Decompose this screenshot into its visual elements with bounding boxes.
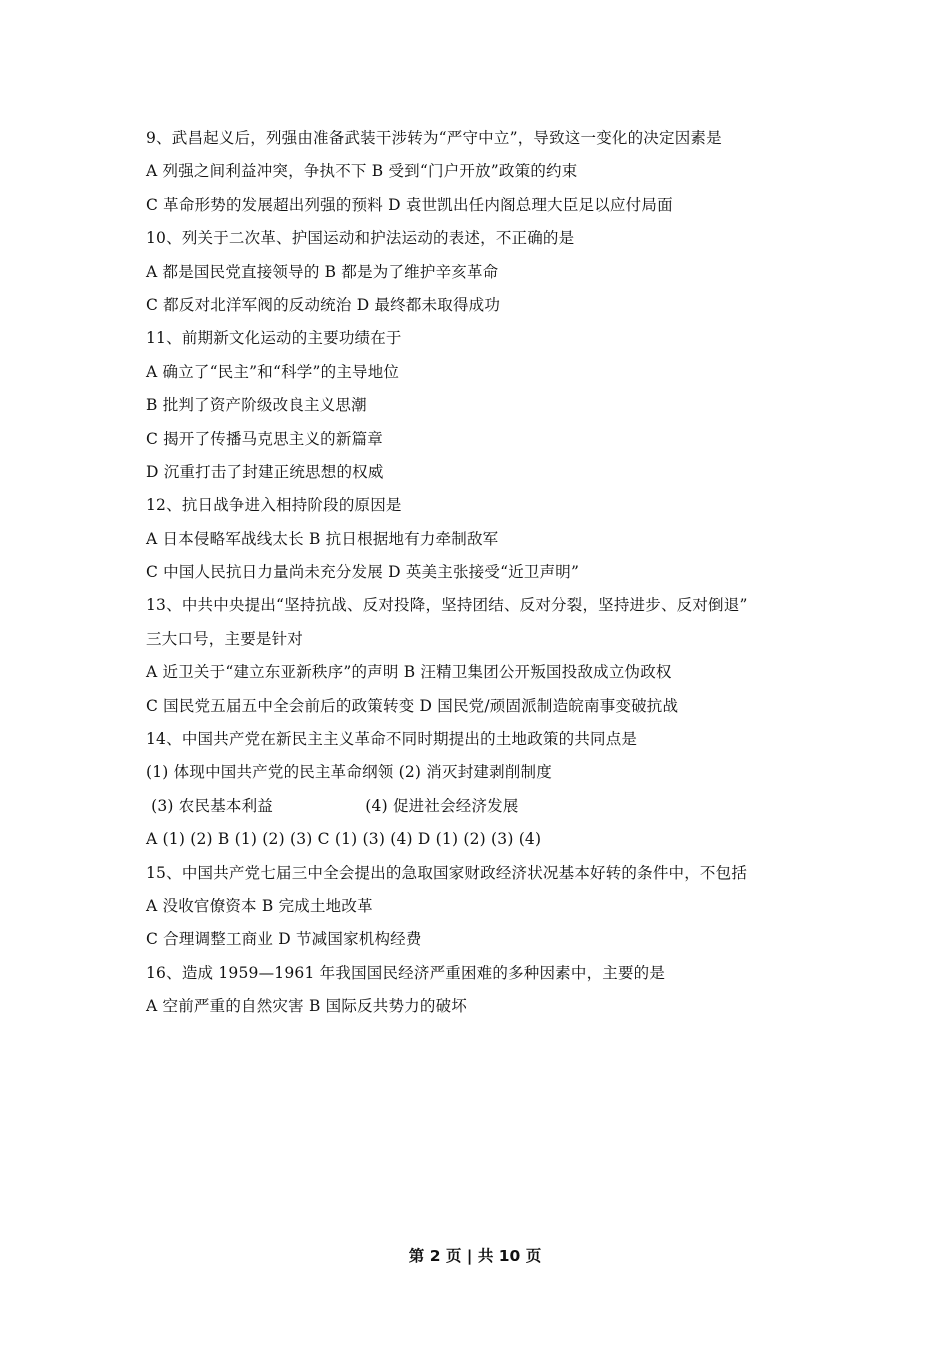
- question-9: 9、武昌起义后，列强由准备武装干涉转为“严守中立”，导致这一变化的决定因素是: [146, 129, 722, 147]
- question-16-options-ab: A 空前严重的自然灾害 B 国际反共势力的破坏: [146, 997, 467, 1016]
- question-11-option-b: B 批判了资产阶级改良主义思潮: [146, 396, 367, 415]
- question-9-options-cd: C 革命形势的发展超出列强的预料 D 袁世凯出任内阁总理大臣足以应付局面: [146, 195, 673, 214]
- question-10: 10、列关于二次革、护国运动和护法运动的表述，不正确的是: [146, 229, 575, 248]
- question-11-option-d: D 沉重打击了封建正统思想的权威: [146, 462, 384, 481]
- question-13: 13、中共中央提出“坚持抗战、反对投降，坚持团结、反对分裂，坚持进步、反对倒退”: [146, 596, 748, 615]
- question-14-statements-3-4: (3) 农民基本利益 (4) 促进社会经济发展: [146, 796, 519, 815]
- question-10-options-ab: A 都是国民党直接领导的 B 都是为了维护辛亥革命: [146, 262, 499, 281]
- question-10-options-cd: C 都反对北洋军阀的反动统治 D 最终都未取得成功: [146, 295, 501, 314]
- question-12-options-cd: C 中国人民抗日力量尚未充分发展 D 英美主张接受“近卫声明”: [146, 563, 580, 582]
- question-13-options-ab: A 近卫关于“建立东亚新秩序”的声明 B 汪精卫集团公开叛国投敌成立伪政权: [146, 663, 672, 682]
- question-12: 12、抗日战争进入相持阶段的原因是: [146, 496, 402, 515]
- question-text-block: [146, 122, 826, 1024]
- question-14: 14、中国共产党在新民主主义革命不同时期提出的土地政策的共同点是: [146, 730, 638, 749]
- question-15-options-ab: A 没收官僚资本 B 完成土地改革: [146, 896, 373, 915]
- question-14-statements-1-2: (1) 体现中国共产党的民主革命纲领 (2) 消灭封建剥削制度: [146, 763, 552, 782]
- question-11: 11、前期新文化运动的主要功绩在于: [146, 329, 402, 348]
- question-13-continued: 三大口号，主要是针对: [146, 629, 304, 648]
- question-15: 15、中国共产党七届三中全会提出的急取国家财政经济状况基本好转的条件中，不包括: [146, 863, 748, 882]
- question-15-options-cd: C 合理调整工商业 D 节减国家机构经费: [146, 930, 422, 949]
- page-footer: 第 2 页 | 共 10 页: [408, 1247, 542, 1265]
- question-16: 16、造成 1959—1961 年我国国民经济严重困难的多种因素中，主要的是: [146, 963, 666, 982]
- question-12-options-ab: A 日本侵略军战线太长 B 抗日根据地有力牵制敌军: [146, 529, 499, 548]
- question-9-options-ab: A 列强之间利益冲突，争执不下 B 受到“门户开放”政策的约束: [146, 162, 578, 181]
- question-13-options-cd: C 国民党五届五中全会前后的政策转变 D 国民党/顽固派制造皖南事变破抗战: [146, 696, 679, 715]
- question-11-option-c: C 揭开了传播马克思主义的新篇章: [146, 429, 383, 448]
- question-14-options: A (1) (2) B (1) (2) (3) C (1) (3) (4) D (1) (2) (3) (4): [146, 830, 542, 849]
- question-11-option-a: A 确立了“民主”和“科学”的主导地位: [146, 362, 400, 381]
